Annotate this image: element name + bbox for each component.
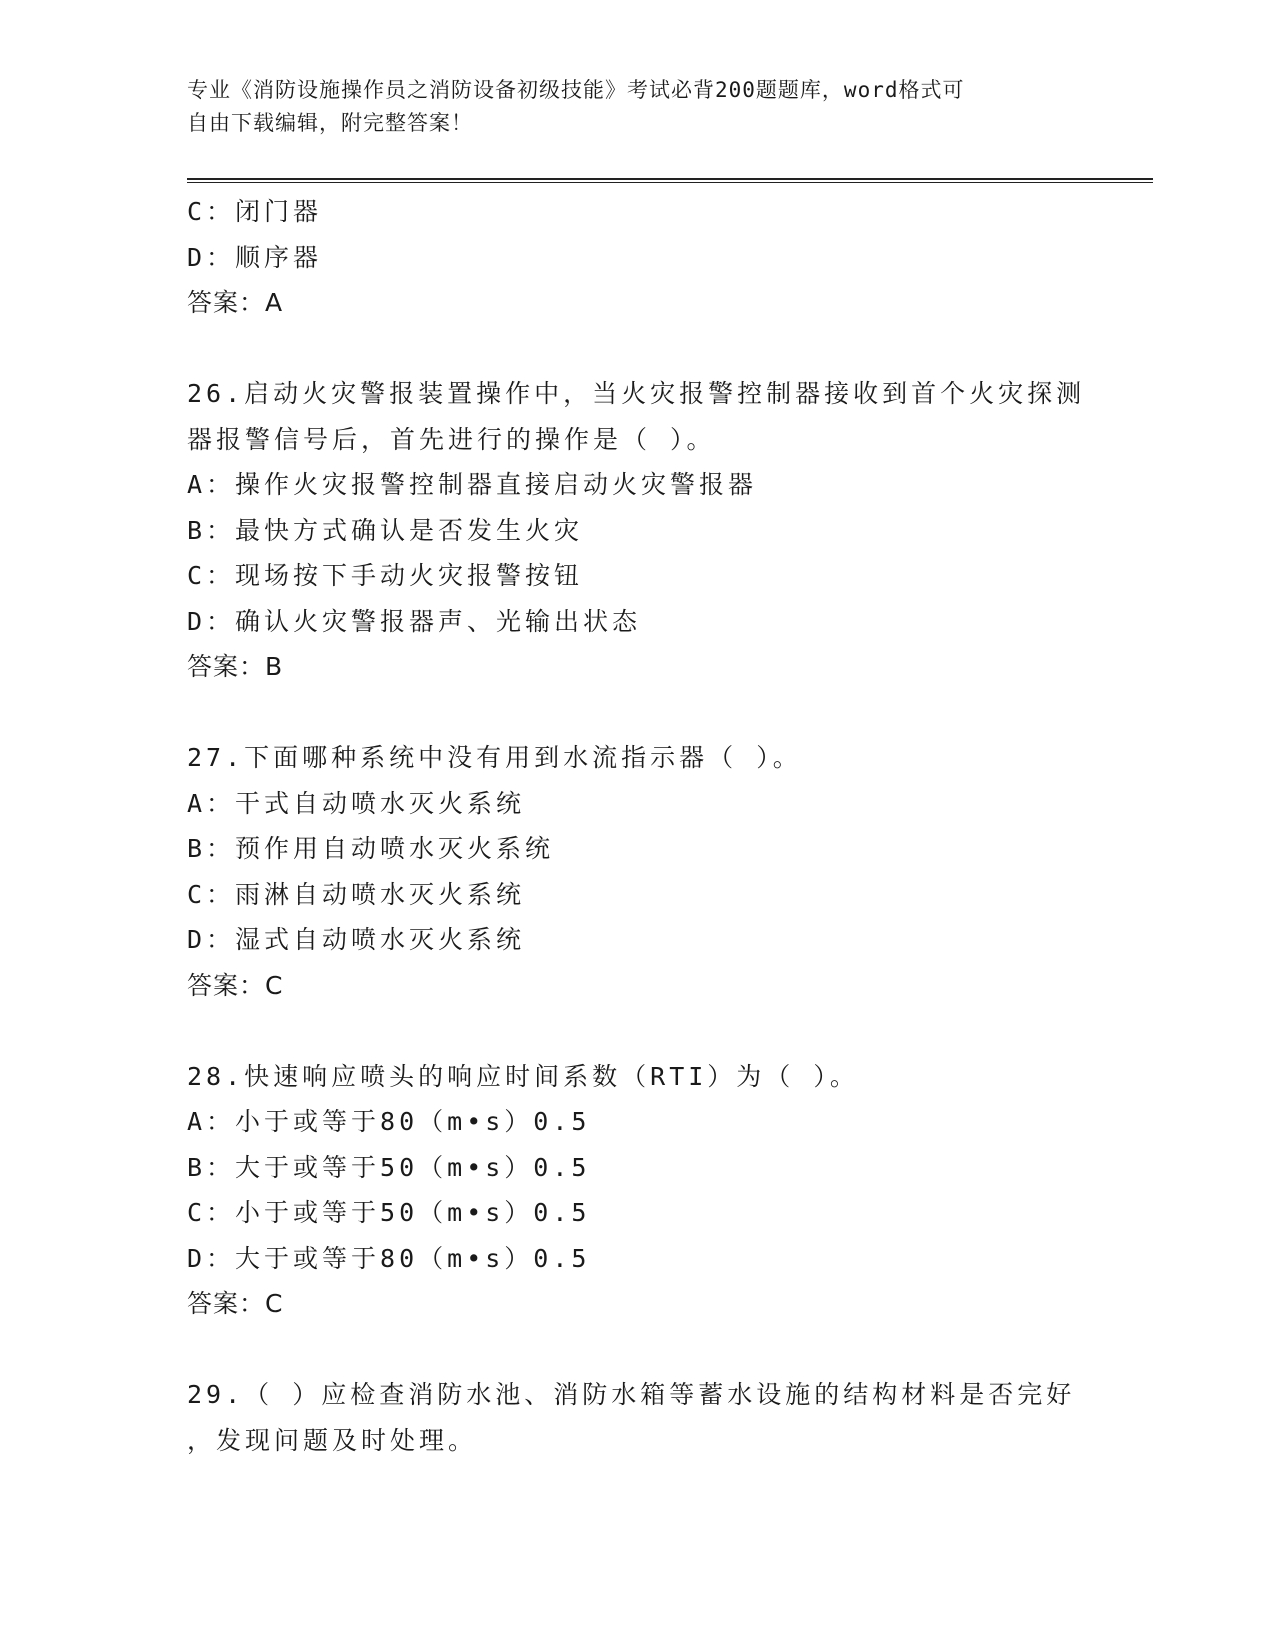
- option-c: C：雨淋自动喷水灭火系统: [187, 879, 526, 909]
- spacer: [187, 1327, 1087, 1373]
- document-body: [187, 189, 1087, 1463]
- spacer: [187, 326, 1087, 372]
- question-29: [187, 1372, 1087, 1463]
- option-c: C：小于或等于50（m•s）0.5: [187, 1198, 591, 1227]
- question-26: [187, 371, 1087, 690]
- spacer: [187, 1008, 1087, 1054]
- header-line-2: 自由下载编辑，附完整答案！: [187, 111, 473, 135]
- question-stem: 29.（ ）应检查消防水池、消防水箱等蓄水设施的结构材料是否完好: [187, 1380, 1076, 1409]
- option-b: B：大于或等于50（m•s）0.5: [187, 1152, 591, 1182]
- option-a: A：操作火灾报警控制器直接启动火灾警报器: [187, 470, 758, 499]
- question-stem: 26.启动火灾警报装置操作中，当火灾报警控制器接收到首个火灾探测: [187, 379, 1086, 408]
- option-a: A：干式自动喷水灭火系统: [187, 788, 526, 818]
- question-stem: 27.下面哪种系统中没有用到水流指示器（ ）。: [187, 743, 802, 772]
- question-stem: 28.快速响应喷头的响应时间系数（RTI）为（ ）。: [187, 1061, 859, 1091]
- spacer: [187, 690, 1087, 736]
- option-d: D：大于或等于80（m•s）0.5: [187, 1243, 591, 1273]
- option-c: C：闭门器: [187, 197, 323, 226]
- header-divider: [187, 178, 1153, 183]
- answer: 答案：C: [187, 1289, 284, 1318]
- answer: 答案：B: [187, 652, 284, 681]
- option-d: D：湿式自动喷水灭火系统: [187, 925, 526, 954]
- answer: 答案：A: [187, 288, 284, 317]
- header-line-1: 专业《消防设施操作员之消防设备初级技能》考试必背200题题库，word格式可: [187, 78, 965, 102]
- option-a: A：小于或等于80（m•s）0.5: [187, 1107, 591, 1136]
- question-stem-cont: ，发现问题及时处理。: [187, 1425, 478, 1455]
- option-b: B：最快方式确认是否发生火灾: [187, 515, 584, 545]
- page-header: [187, 74, 1067, 140]
- option-d: D：确认火灾警报器声、光输出状态: [187, 606, 642, 636]
- option-c: C：现场按下手动火灾报警按钮: [187, 561, 584, 590]
- prev-question-tail: [187, 189, 1087, 326]
- question-28: [187, 1054, 1087, 1327]
- option-b: B：预作用自动喷水灭火系统: [187, 834, 555, 863]
- option-d: D：顺序器: [187, 242, 323, 272]
- question-27: [187, 735, 1087, 1008]
- question-stem-cont: 器报警信号后，首先进行的操作是（ ）。: [187, 424, 716, 454]
- answer: 答案：C: [187, 970, 284, 1000]
